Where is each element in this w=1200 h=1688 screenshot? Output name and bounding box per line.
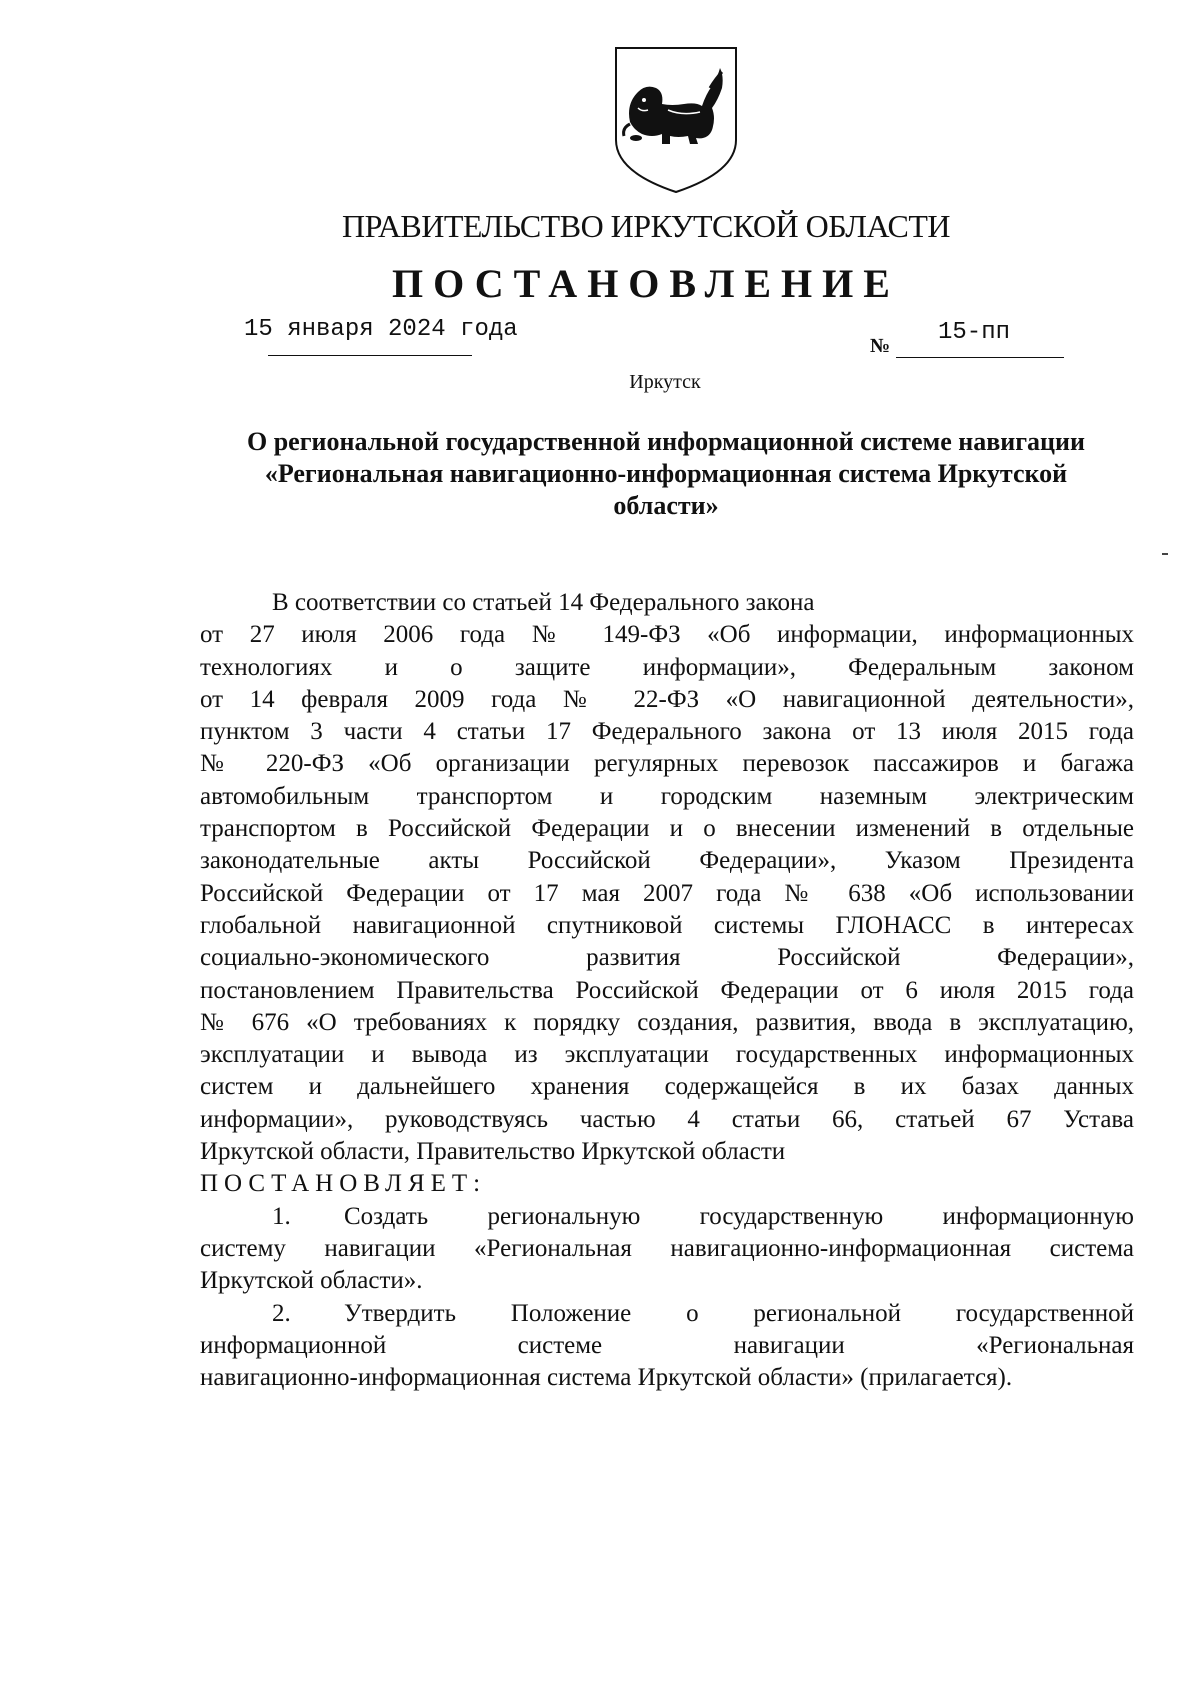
document-number: 15-пп bbox=[938, 319, 1011, 346]
preamble-line: законодательные акты Российской Федерации», Указом Президента bbox=[200, 847, 1134, 875]
document-type-title: ПОСТАНОВЛЕНИЕ bbox=[392, 261, 900, 306]
document-subject bbox=[200, 426, 1132, 522]
preamble-line: Российской Федерации от 17 мая 2007 года № 638 «Об использовании bbox=[200, 879, 1134, 907]
document-date: 15 января 2024 года bbox=[244, 316, 518, 343]
item-2-line bbox=[200, 1298, 1134, 1330]
item-2-line: информационной системе навигации «Региональная bbox=[200, 1331, 1134, 1359]
preamble-line: информации», руководствуясь частью 4 статьи 66, статьей 67 Устава bbox=[200, 1105, 1134, 1133]
item-text: Создать региональную государственную информационную bbox=[344, 1202, 1134, 1230]
item-number: 2. bbox=[272, 1299, 291, 1327]
item-2-line: навигационно-информационная система Иркутской области» (прилагается). bbox=[200, 1364, 1013, 1392]
irkutsk-coat-of-arms-icon bbox=[612, 44, 740, 196]
item-number: 1. bbox=[272, 1202, 291, 1230]
preamble-line: систем и дальнейшего хранения содержащейся в их базах данных bbox=[200, 1073, 1134, 1101]
item-1-line: систему навигации «Региональная навигационно-информационная система bbox=[200, 1234, 1134, 1262]
document-city: Иркутск bbox=[629, 371, 701, 393]
preamble-line: Иркутской области, Правительство Иркутской области bbox=[200, 1138, 786, 1166]
document-body bbox=[200, 587, 1134, 1394]
subject-line: области» bbox=[613, 491, 719, 520]
scan-mark bbox=[1162, 553, 1168, 555]
item-1-line: Иркутской области». bbox=[200, 1267, 423, 1295]
preamble-line: автомобильным транспортом и городским наземным электрическим bbox=[200, 782, 1134, 810]
preamble-line: В соответствии со статьей 14 Федерального закона bbox=[272, 589, 815, 616]
number-underline bbox=[896, 357, 1064, 358]
preamble-line: глобальной навигационной спутниковой системы ГЛОНАСС в интересах bbox=[200, 911, 1134, 939]
preamble-line: постановлением Правительства Российской Федерации от 6 июля 2015 года bbox=[200, 976, 1134, 1004]
preamble-line: № 676 «О требованиях к порядку создания, развития, ввода в эксплуатацию, bbox=[200, 1008, 1134, 1036]
date-underline bbox=[268, 355, 472, 356]
government-title: ПРАВИТЕЛЬСТВО ИРКУТСКОЙ ОБЛАСТИ bbox=[342, 208, 950, 244]
number-sign: № bbox=[870, 335, 891, 357]
preamble-line: технологиях и о защите информации», Федеральным законом bbox=[200, 653, 1134, 681]
preamble-line: № 220-ФЗ «Об организации регулярных перевозок пассажиров и багажа bbox=[200, 750, 1134, 778]
preamble-line: от 27 июля 2006 года № 149-ФЗ «Об информации, информационных bbox=[200, 621, 1134, 649]
item-1-line bbox=[200, 1201, 1134, 1233]
preamble-line: эксплуатации и вывода из эксплуатации государственных информационных bbox=[200, 1041, 1134, 1069]
subject-line: «Региональная навигационно-информационная система Иркутской bbox=[264, 459, 1068, 488]
subject-line: О региональной государственной информационной системе навигации bbox=[246, 427, 1085, 456]
item-text: Утвердить Положение о региональной государственной bbox=[344, 1299, 1134, 1327]
resolves-heading: ПОСТАНОВЛЯЕТ: bbox=[200, 1170, 487, 1198]
preamble-line: социально-экономического развития Российской Федерации», bbox=[200, 944, 1134, 972]
preamble-line: пунктом 3 части 4 статьи 17 Федерального закона от 13 июля 2015 года bbox=[200, 718, 1134, 746]
preamble-line: от 14 февраля 2009 года № 22-ФЗ «О навигационной деятельности», bbox=[200, 685, 1134, 713]
preamble-line: транспортом в Российской Федерации и о внесении изменений в отдельные bbox=[200, 815, 1134, 843]
